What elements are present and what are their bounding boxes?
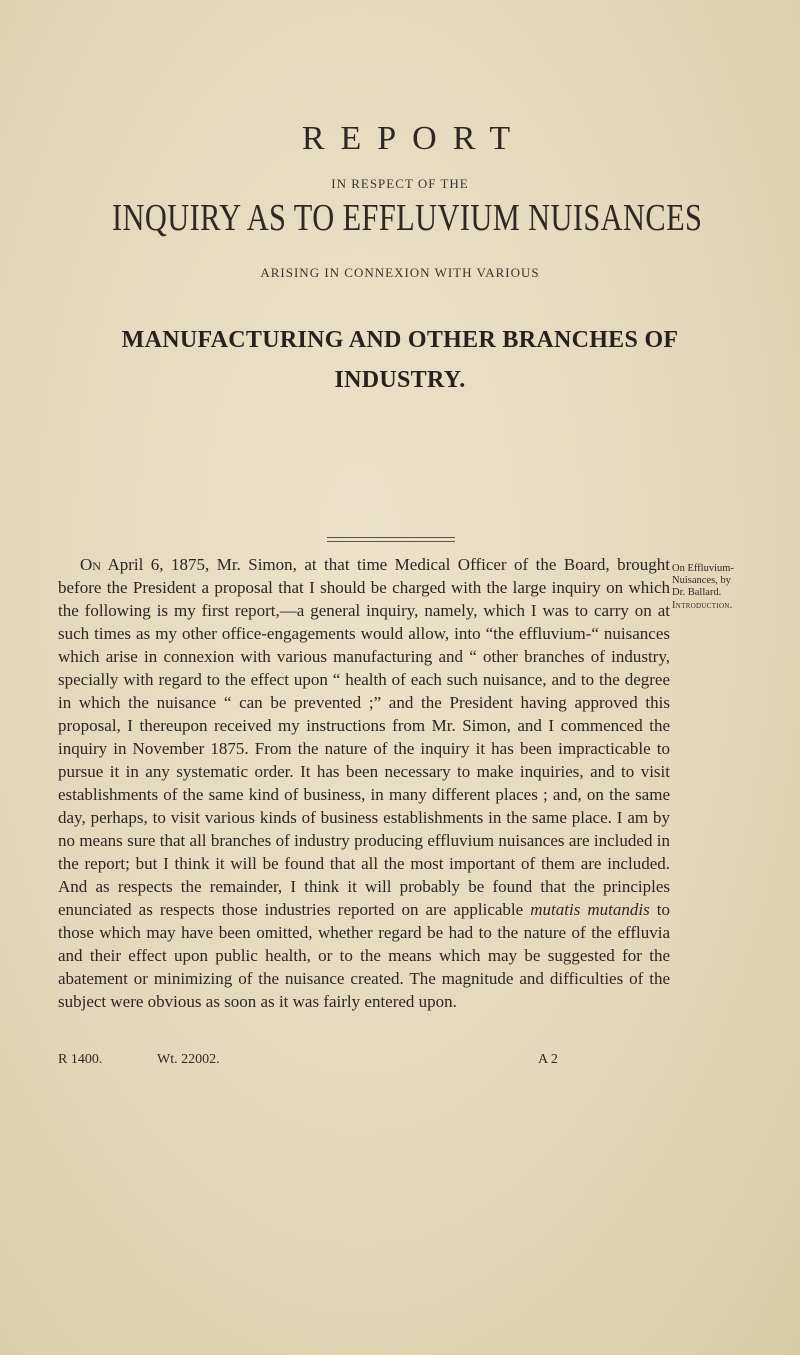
in-respect-line: IN RESPECT OF THE <box>331 176 469 191</box>
weight-code: Wt. 22002. <box>157 1052 220 1067</box>
introduction-paragraph <box>58 553 670 1013</box>
manufacturing-title <box>0 320 800 400</box>
inquiry-title: INQUIRY AS TO EFFLUVIUM NUISANCES <box>112 197 703 239</box>
margin-note-line-3: Dr. Ballard. <box>672 587 722 598</box>
paragraph-text: April 6, 1875, Mr. Simon, at that time Medical Officer of the Board, brought before the President a proposal that I should be charged with the large inquiry on which the following is my first report,—a general inquiry, namely, which I was to carry on at such times as my other office-engagements would allow, into “the effluvium-“ nuisances which arise in connexion with various manufacturing and “ other branches of industry, specially with regard to the effect upon “ health of each such nuisance, and to the degree in which the nuisance “ can be prevented ;” and the President having approved this proposal, I thereupon received my instructions from Mr. Simon, and I commenced the inquiry in November 1875. From the nature of the inquiry it has been impracticable to pursue it in any systematic order. It has been necessary to make inquiries, and to visit establishments of the same kind of business, in many different places ; and, on the same day, perhaps, to visit various kinds of business establishments in the same place. I am by no means sure that all branches of industry producing effluvium nuisances are included in the report; but I think it will be found that all the most important of them are included. And as respects the remainder, I think it will probably be found that the principles enunciated as respects those industries reported on are applicable <box>58 555 670 919</box>
report-body <box>58 553 670 1013</box>
report-title: REPORT <box>301 120 527 157</box>
paragraph-text-end: to those which may have been omitted, whether regard be had to the nature of the effluvia and their effect upon public health, or to the means which may be suggested for the abatement or minimizing of the nuisance created. The magnitude and difficulties of the subject were obvious as soon as it was fairly entered upon. <box>58 900 670 1011</box>
lead-word: On <box>80 555 101 574</box>
margin-note-effluvium <box>672 563 800 599</box>
manufacturing-title-line-1: MANUFACTURING AND OTHER BRANCHES OF <box>121 327 679 353</box>
margin-note-line-1: On Effluvium- <box>672 563 734 574</box>
title-divider-top <box>327 537 455 538</box>
margin-note-line-2: Nuisances, by <box>672 575 731 586</box>
margin-note-introduction: Introduction. <box>672 600 733 611</box>
italic-phrase: mutatis mutandis <box>530 900 650 919</box>
arising-line: ARISING IN CONNEXION WITH VARIOUS <box>260 265 540 280</box>
signature-mark: A 2 <box>538 1052 558 1067</box>
manufacturing-title-line-2: INDUSTRY. <box>334 367 466 393</box>
title-divider-bottom <box>327 541 455 542</box>
print-code: R 1400. <box>58 1052 103 1067</box>
